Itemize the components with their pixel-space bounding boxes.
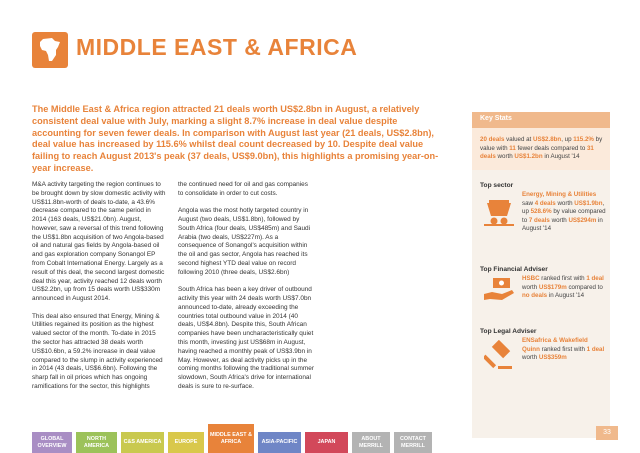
money-hand-icon <box>484 278 514 304</box>
paragraph: South Africa has been a key driver of outbound activity this year with 24 deals worth US$7.0bn announced to-date, already exceeding the countries total outbound value in 2014 (40 deals, US$4.8bn). Despite this, South African companies have been uncharacteristically quiet this month, investing just US$68m in August, having reached a monthly peak of US$3.9bn in May. However, as deal activity picks up in the coming months following the traditional summer slowdown, South Africa's drive for international deals is sure to re-surface. <box>178 286 314 390</box>
nav-tab-asia-pacific[interactable] <box>258 432 301 453</box>
stat-value: 1 deal <box>586 275 604 282</box>
nav-tab-contact-merrill[interactable] <box>394 432 432 453</box>
paragraph: M&A activity targeting the region continues to be brought down by slow domestic activity with US$11.8bn-worth of deals to-date, a 43.6% decrease compared to the same period in 2014 (163 deals, US$21.0bn). August, however, saw a reversal of this trend following the US$1.8bn acquisition of two Angola-based oil and natural gas fields by Angola-based oil and gas exploration company Sonangol EP from Cobalt International Energy. Largely as a result of this deal, the second largest domestic deal this year, activity reached 12 deals worth US$2.2bn, up from 15 deals worth US$330m announced in August 2014. <box>32 181 166 303</box>
nav-tab-label: ASIA-PACIFIC <box>261 439 298 446</box>
nav-tab-europe[interactable] <box>168 432 204 453</box>
stat-value: no deals <box>522 292 548 300</box>
stat-text: worth <box>522 354 539 362</box>
stat-text: by value with <box>480 136 603 152</box>
nav-tab-label: ABOUT MERRILL <box>359 435 383 449</box>
stat-text: worth <box>495 153 515 161</box>
stat-value: 31 deals <box>480 144 594 161</box>
stat-text: ranked first with <box>539 275 587 282</box>
stat-text: in August '14 <box>522 216 603 233</box>
stat-value: 115.2% <box>573 136 594 143</box>
nav-tab-label: MIDDLE EAST & AFRICA <box>210 431 252 445</box>
stat-value: US$2.8bn <box>533 136 562 143</box>
page-title: MIDDLE EAST & AFRICA <box>76 34 358 60</box>
paragraph: Angola was the most hotly targeted country in August (two deals, US$1.8bn), followed by South Africa (four deals, US$485m) and Saudi Arabia (two deals, US$227m). As a consequence of Sonangol's acquisition within the oil and gas sector, Angola has reached its second highest YTD deal value on record following 2010 (three deals, US$2.6bn) <box>178 207 311 276</box>
nav-tab-label: NORTH AMERICA <box>83 435 110 449</box>
page-number: 33 <box>596 426 618 440</box>
stat-text: , up <box>561 136 574 143</box>
paragraph: This deal also ensured that Energy, Mining & Utilities regained its position as the highest valued sector of the month. To-date in 2015 the sector has attracted 38 deals worth US$10.6bn, a 59.2% increase in deal value compared to the slump in activity experienced in 2014 (43 deals, US$6.6bn). Following the sharp fall in oil prices which has ongoing ramifications for the sector, this highlights <box>32 312 163 390</box>
top-legal-text <box>522 337 606 363</box>
stat-text: ranked first with <box>539 345 587 353</box>
stat-text: in August '14 <box>542 153 580 161</box>
stat-value: US$1.9bn <box>574 199 603 207</box>
stat-value: Energy, Mining & Utilities <box>522 191 597 198</box>
stat-value: 7 deals <box>528 216 550 224</box>
stat-text: worth <box>522 283 539 291</box>
top-sector-text <box>522 191 606 234</box>
stat-value: 11 <box>509 144 516 152</box>
nav-tab-japan[interactable] <box>305 432 348 453</box>
stat-text: worth <box>555 199 575 207</box>
nav-tab-north-america[interactable] <box>76 432 117 453</box>
stat-value: HSBC <box>522 275 540 282</box>
stat-text: , up <box>522 199 605 216</box>
nav-tab-label: CONTACT MERRILL <box>400 435 426 449</box>
top-legal-heading: Top Legal Adviser <box>480 328 537 335</box>
stat-text: compared to <box>566 283 603 291</box>
lede-paragraph: The Middle East & Africa region attracted 21 deals worth US$2.8bn in August, a relatively consistent deal value with July, marking a slight 8.7% increase in deal value despite accounting for seven fewer deals. In comparison with August last year (21 deals, US$2.8bn), deal value has increased by 115.6% whilst deal count decreased by 10. Despite deal value failing to reach August 2013's peak (37 deals, US$9.0bn), this highlights a promising year-on-year increase. <box>32 104 439 173</box>
stat-text: saw <box>522 199 535 207</box>
nav-tab-label: C&S AMERICA <box>123 439 162 446</box>
stat-text: by value compared to <box>522 208 606 224</box>
body-column-1 <box>32 181 166 401</box>
sidebar-panel <box>472 170 610 438</box>
nav-tab-cs-america[interactable] <box>121 432 164 453</box>
stat-value: US$1.2bn <box>514 153 543 161</box>
nav-tab-global-overview[interactable] <box>32 432 72 453</box>
key-stats-header <box>472 112 610 128</box>
stat-value: 1 deal <box>586 345 605 353</box>
top-financial-text <box>522 275 606 301</box>
stat-value: 528.6% <box>530 208 552 216</box>
africa-map-icon <box>32 32 68 68</box>
body-column-2 <box>178 181 314 400</box>
paragraph: the continued need for oil and gas companies to consolidate in order to cut costs. <box>178 181 308 197</box>
stat-text: valued at <box>504 136 533 143</box>
top-financial-heading: Top Financial Adviser <box>480 266 548 273</box>
nav-tab-label: GLOBAL OVERVIEW <box>37 435 67 449</box>
stat-text: worth <box>549 216 569 224</box>
mine-cart-icon <box>484 200 514 226</box>
nav-tab-label: EUROPE <box>174 439 198 446</box>
stat-value: 20 deals <box>480 136 505 143</box>
stat-value: US$294m <box>568 216 597 224</box>
stat-value: US$179m <box>538 283 567 291</box>
key-stats-title: Key Stats <box>480 115 512 122</box>
nav-tab-label: JAPAN <box>317 439 336 446</box>
stat-value: 4 deals <box>534 199 556 207</box>
nav-tab-middle-east-africa[interactable] <box>208 424 254 453</box>
top-sector-heading: Top sector <box>480 182 514 189</box>
key-stats-text <box>480 136 606 162</box>
key-stats-box <box>472 128 610 170</box>
stat-value: ENSafrica & Wakefield Quinn <box>522 337 588 353</box>
gavel-icon <box>484 340 514 370</box>
stat-value: US$359m <box>538 354 567 362</box>
stat-text: fewer deals compared to <box>515 144 587 152</box>
stat-text: in August '14 <box>547 292 585 300</box>
nav-tab-about-merrill[interactable] <box>352 432 390 453</box>
